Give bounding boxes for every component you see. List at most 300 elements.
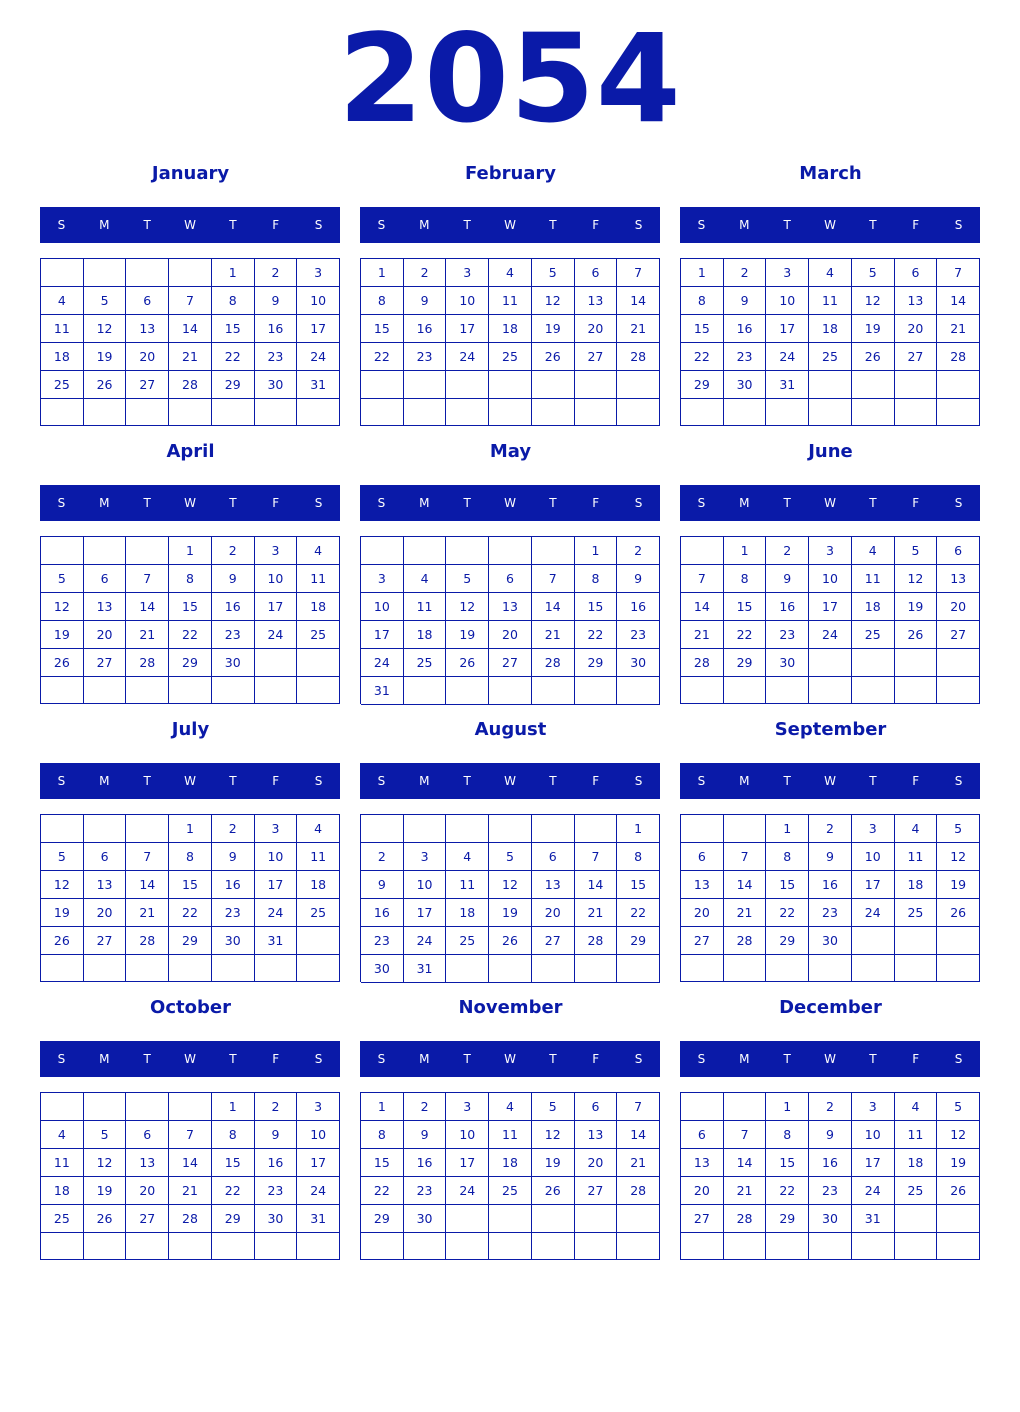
day-cell: 28 — [937, 343, 980, 371]
weekday-label: W — [184, 774, 196, 788]
day-cell: 7 — [617, 1093, 660, 1121]
day-cell: 14 — [126, 593, 169, 621]
day-cell: 6 — [575, 259, 618, 287]
empty-day-cell — [532, 1233, 575, 1260]
day-cell: 12 — [937, 1121, 980, 1149]
day-cell: 23 — [404, 343, 447, 371]
empty-day-cell — [937, 399, 980, 426]
empty-day-cell — [724, 677, 767, 704]
empty-day-cell — [84, 955, 127, 982]
weekday-label: S — [377, 774, 386, 788]
day-cell: 24 — [297, 343, 340, 371]
day-cell: 9 — [255, 1121, 298, 1149]
day-cell: 30 — [255, 371, 298, 399]
day-cell: 26 — [41, 927, 84, 955]
day-cell: 30 — [809, 927, 852, 955]
day-cell: 28 — [617, 343, 660, 371]
day-cell: 24 — [255, 621, 298, 649]
weekday-label: M — [419, 218, 430, 232]
weekday-label: M — [419, 496, 430, 510]
empty-day-cell — [852, 371, 895, 399]
weekday-label: T — [143, 774, 151, 788]
day-cell: 16 — [766, 593, 809, 621]
day-cell: 2 — [361, 843, 404, 871]
day-cell: 19 — [489, 899, 532, 927]
empty-day-cell — [852, 677, 895, 704]
day-cell: 6 — [532, 843, 575, 871]
day-cell: 18 — [446, 899, 489, 927]
day-cell: 5 — [41, 565, 84, 593]
day-cell: 22 — [212, 1177, 255, 1205]
empty-day-cell — [852, 955, 895, 982]
month-name: July — [171, 719, 210, 740]
day-cell: 22 — [361, 1177, 404, 1205]
day-cell: 17 — [446, 1149, 489, 1177]
day-cell: 3 — [852, 1093, 895, 1121]
weekday-label: T — [549, 496, 557, 510]
empty-day-cell — [212, 955, 255, 982]
day-cell: 29 — [575, 649, 618, 677]
day-cell: 5 — [895, 537, 938, 565]
day-cell: 31 — [297, 1205, 340, 1233]
day-cell: 24 — [404, 927, 447, 955]
day-cell: 7 — [937, 259, 980, 287]
day-cell: 4 — [404, 565, 447, 593]
day-cell: 14 — [937, 287, 980, 315]
day-cell: 4 — [489, 259, 532, 287]
day-cell: 9 — [766, 565, 809, 593]
day-cell: 8 — [575, 565, 618, 593]
day-cell: 7 — [126, 843, 169, 871]
weekday-label: S — [697, 496, 706, 510]
day-cell: 13 — [84, 593, 127, 621]
weekday-label: S — [954, 218, 963, 232]
empty-day-cell — [937, 927, 980, 955]
day-cell: 19 — [895, 593, 938, 621]
day-cell: 21 — [724, 1177, 767, 1205]
day-cell: 17 — [852, 1149, 895, 1177]
day-cell: 24 — [297, 1177, 340, 1205]
day-cell: 10 — [766, 287, 809, 315]
weekday-label: T — [869, 1052, 877, 1066]
empty-day-cell — [766, 1233, 809, 1260]
day-cell: 20 — [575, 1149, 618, 1177]
day-cell: 13 — [681, 1149, 724, 1177]
day-cell: 16 — [404, 315, 447, 343]
day-cell: 14 — [532, 593, 575, 621]
day-cell: 9 — [212, 565, 255, 593]
empty-day-cell — [617, 1233, 660, 1260]
empty-day-cell — [297, 677, 340, 704]
empty-day-cell — [681, 537, 724, 565]
empty-day-cell — [895, 677, 938, 704]
day-cell: 25 — [895, 1177, 938, 1205]
day-cell: 26 — [84, 1205, 127, 1233]
empty-day-cell — [84, 259, 127, 287]
day-cell: 2 — [809, 815, 852, 843]
empty-day-cell — [895, 1233, 938, 1260]
empty-day-cell — [41, 1093, 84, 1121]
empty-day-cell — [575, 399, 618, 427]
day-cell: 25 — [852, 621, 895, 649]
empty-day-cell — [489, 371, 532, 399]
empty-day-cell — [297, 399, 340, 426]
day-cell: 26 — [446, 649, 489, 677]
day-cell: 24 — [809, 621, 852, 649]
day-cell: 30 — [724, 371, 767, 399]
weekday-label: S — [57, 1052, 66, 1066]
weekday-label: W — [824, 218, 836, 232]
day-cell: 2 — [404, 259, 447, 287]
day-cell: 19 — [446, 621, 489, 649]
day-cell: 5 — [937, 1093, 980, 1121]
day-cell: 13 — [681, 871, 724, 899]
day-cell: 15 — [212, 315, 255, 343]
day-cell: 24 — [255, 899, 298, 927]
empty-day-cell — [766, 955, 809, 982]
day-cell: 19 — [937, 871, 980, 899]
empty-day-cell — [84, 815, 127, 843]
empty-day-cell — [489, 537, 532, 565]
day-cell: 20 — [681, 1177, 724, 1205]
day-cell: 26 — [937, 899, 980, 927]
day-cell: 3 — [361, 565, 404, 593]
weekday-header — [40, 1041, 340, 1077]
weekday-label: F — [592, 218, 600, 232]
year-title: 2054 — [338, 8, 682, 150]
day-cell: 26 — [532, 1177, 575, 1205]
weekday-label: S — [377, 496, 386, 510]
weekday-header — [360, 763, 660, 799]
day-cell: 14 — [681, 593, 724, 621]
day-cell: 2 — [404, 1093, 447, 1121]
weekday-label: W — [504, 496, 516, 510]
day-cell: 18 — [852, 593, 895, 621]
day-cell: 4 — [852, 537, 895, 565]
day-cell: 10 — [809, 565, 852, 593]
empty-day-cell — [617, 399, 660, 427]
weekday-label: M — [99, 774, 110, 788]
day-cell: 21 — [617, 1149, 660, 1177]
empty-day-cell — [937, 1205, 980, 1233]
weekday-label: F — [272, 496, 280, 510]
day-cell: 26 — [84, 371, 127, 399]
empty-day-cell — [809, 649, 852, 677]
empty-day-cell — [937, 677, 980, 704]
day-cell: 1 — [766, 1093, 809, 1121]
weekday-label: M — [419, 774, 430, 788]
day-cell: 11 — [895, 843, 938, 871]
weekday-label: S — [314, 218, 323, 232]
day-cell: 7 — [681, 565, 724, 593]
day-grid — [40, 1092, 340, 1260]
day-cell: 20 — [681, 899, 724, 927]
empty-day-cell — [169, 955, 212, 982]
day-cell: 25 — [297, 621, 340, 649]
day-cell: 9 — [809, 843, 852, 871]
weekday-label: T — [143, 218, 151, 232]
day-cell: 14 — [169, 1149, 212, 1177]
day-cell: 14 — [617, 287, 660, 315]
empty-day-cell — [297, 1233, 340, 1260]
day-cell: 17 — [297, 315, 340, 343]
empty-day-cell — [212, 1233, 255, 1260]
day-cell: 12 — [446, 593, 489, 621]
day-cell: 8 — [361, 1121, 404, 1149]
day-cell: 27 — [532, 927, 575, 955]
day-cell: 9 — [361, 871, 404, 899]
day-cell: 23 — [255, 343, 298, 371]
day-cell: 27 — [84, 649, 127, 677]
day-cell: 2 — [212, 815, 255, 843]
day-cell: 10 — [404, 871, 447, 899]
day-cell: 18 — [489, 1149, 532, 1177]
day-cell: 20 — [489, 621, 532, 649]
day-cell: 27 — [575, 1177, 618, 1205]
weekday-label: M — [739, 774, 750, 788]
day-cell: 30 — [404, 1205, 447, 1233]
day-cell: 1 — [575, 537, 618, 565]
day-cell: 21 — [724, 899, 767, 927]
day-cell: 8 — [766, 1121, 809, 1149]
day-cell: 20 — [895, 315, 938, 343]
day-cell: 18 — [895, 1149, 938, 1177]
day-cell: 1 — [681, 259, 724, 287]
day-cell: 12 — [937, 843, 980, 871]
empty-day-cell — [937, 371, 980, 399]
empty-day-cell — [446, 815, 489, 843]
weekday-label: W — [824, 774, 836, 788]
empty-day-cell — [126, 537, 169, 565]
day-cell: 21 — [169, 343, 212, 371]
day-cell: 18 — [404, 621, 447, 649]
weekday-label: T — [783, 218, 791, 232]
empty-day-cell — [297, 955, 340, 982]
day-cell: 3 — [766, 259, 809, 287]
empty-day-cell — [532, 815, 575, 843]
weekday-label: T — [869, 496, 877, 510]
weekday-label: S — [57, 496, 66, 510]
day-cell: 21 — [681, 621, 724, 649]
day-grid — [680, 814, 980, 982]
empty-day-cell — [575, 1233, 618, 1260]
empty-day-cell — [169, 1233, 212, 1260]
day-cell: 12 — [489, 871, 532, 899]
day-cell: 9 — [212, 843, 255, 871]
empty-day-cell — [446, 399, 489, 427]
day-cell: 18 — [41, 343, 84, 371]
day-cell: 28 — [724, 927, 767, 955]
empty-day-cell — [937, 1233, 980, 1260]
day-cell: 8 — [724, 565, 767, 593]
day-cell: 21 — [126, 899, 169, 927]
day-cell: 9 — [724, 287, 767, 315]
day-grid — [360, 1092, 660, 1260]
empty-day-cell — [681, 815, 724, 843]
day-cell: 13 — [532, 871, 575, 899]
day-cell: 15 — [681, 315, 724, 343]
day-cell: 7 — [169, 1121, 212, 1149]
weekday-header — [680, 207, 980, 243]
empty-day-cell — [404, 815, 447, 843]
month-name: June — [808, 441, 853, 462]
day-cell: 4 — [297, 815, 340, 843]
day-cell: 28 — [681, 649, 724, 677]
empty-day-cell — [297, 649, 340, 677]
day-cell: 4 — [41, 287, 84, 315]
day-grid — [40, 814, 340, 982]
empty-day-cell — [852, 649, 895, 677]
weekday-label: T — [229, 774, 237, 788]
day-cell: 16 — [361, 899, 404, 927]
day-cell: 27 — [937, 621, 980, 649]
weekday-label: T — [549, 1052, 557, 1066]
day-cell: 5 — [84, 287, 127, 315]
day-cell: 22 — [212, 343, 255, 371]
day-cell: 9 — [617, 565, 660, 593]
day-cell: 7 — [126, 565, 169, 593]
day-cell: 29 — [169, 649, 212, 677]
day-cell: 4 — [446, 843, 489, 871]
day-cell: 25 — [297, 899, 340, 927]
day-cell: 1 — [169, 537, 212, 565]
empty-day-cell — [446, 677, 489, 705]
day-cell: 24 — [766, 343, 809, 371]
day-cell: 17 — [852, 871, 895, 899]
day-cell: 19 — [532, 1149, 575, 1177]
weekday-header — [40, 207, 340, 243]
empty-day-cell — [575, 677, 618, 705]
day-cell: 23 — [724, 343, 767, 371]
day-cell: 10 — [297, 287, 340, 315]
day-cell: 28 — [532, 649, 575, 677]
empty-day-cell — [297, 927, 340, 955]
empty-day-cell — [84, 1093, 127, 1121]
empty-day-cell — [809, 677, 852, 704]
day-cell: 20 — [575, 315, 618, 343]
day-cell: 31 — [255, 927, 298, 955]
day-cell: 19 — [84, 1177, 127, 1205]
month-name: December — [779, 997, 882, 1018]
day-cell: 12 — [84, 1149, 127, 1177]
day-cell: 8 — [212, 1121, 255, 1149]
empty-day-cell — [446, 955, 489, 983]
empty-day-cell — [575, 371, 618, 399]
day-cell: 13 — [126, 1149, 169, 1177]
day-cell: 23 — [404, 1177, 447, 1205]
weekday-label: T — [549, 218, 557, 232]
day-cell: 5 — [532, 259, 575, 287]
day-cell: 25 — [446, 927, 489, 955]
day-cell: 19 — [41, 621, 84, 649]
day-cell: 13 — [575, 1121, 618, 1149]
day-cell: 5 — [41, 843, 84, 871]
day-cell: 11 — [41, 1149, 84, 1177]
day-cell: 5 — [446, 565, 489, 593]
day-cell: 3 — [297, 1093, 340, 1121]
day-cell: 14 — [126, 871, 169, 899]
day-cell: 30 — [617, 649, 660, 677]
day-cell: 17 — [361, 621, 404, 649]
weekday-label: S — [377, 218, 386, 232]
day-cell: 1 — [766, 815, 809, 843]
month-name: January — [151, 163, 230, 184]
day-cell: 14 — [575, 871, 618, 899]
empty-day-cell — [724, 1233, 767, 1260]
day-grid — [680, 536, 980, 704]
empty-day-cell — [404, 537, 447, 565]
day-cell: 7 — [532, 565, 575, 593]
day-cell: 9 — [404, 287, 447, 315]
day-cell: 13 — [575, 287, 618, 315]
empty-day-cell — [895, 927, 938, 955]
day-cell: 19 — [84, 343, 127, 371]
empty-day-cell — [446, 371, 489, 399]
day-cell: 1 — [617, 815, 660, 843]
day-cell: 15 — [169, 871, 212, 899]
day-cell: 22 — [575, 621, 618, 649]
weekday-label: T — [549, 774, 557, 788]
day-cell: 11 — [852, 565, 895, 593]
empty-day-cell — [895, 955, 938, 982]
day-cell: 30 — [212, 649, 255, 677]
weekday-label: T — [783, 496, 791, 510]
day-cell: 10 — [361, 593, 404, 621]
day-cell: 4 — [895, 815, 938, 843]
empty-day-cell — [126, 1233, 169, 1260]
day-cell: 24 — [361, 649, 404, 677]
day-cell: 16 — [404, 1149, 447, 1177]
empty-day-cell — [41, 815, 84, 843]
day-cell: 8 — [617, 843, 660, 871]
day-cell: 26 — [852, 343, 895, 371]
day-cell: 5 — [852, 259, 895, 287]
day-cell: 20 — [84, 899, 127, 927]
weekday-label: S — [314, 774, 323, 788]
day-cell: 6 — [681, 1121, 724, 1149]
day-cell: 16 — [809, 1149, 852, 1177]
day-cell: 15 — [361, 1149, 404, 1177]
day-cell: 6 — [126, 287, 169, 315]
weekday-header — [680, 763, 980, 799]
day-cell: 29 — [724, 649, 767, 677]
day-cell: 23 — [212, 621, 255, 649]
day-cell: 19 — [41, 899, 84, 927]
weekday-label: S — [634, 1052, 643, 1066]
day-cell: 28 — [724, 1205, 767, 1233]
day-cell: 4 — [895, 1093, 938, 1121]
empty-day-cell — [681, 677, 724, 704]
empty-day-cell — [41, 955, 84, 982]
day-cell: 10 — [297, 1121, 340, 1149]
day-cell: 28 — [617, 1177, 660, 1205]
empty-day-cell — [532, 955, 575, 983]
day-cell: 25 — [489, 343, 532, 371]
day-cell: 18 — [297, 593, 340, 621]
weekday-label: S — [697, 218, 706, 232]
weekday-label: M — [99, 218, 110, 232]
empty-day-cell — [489, 1233, 532, 1260]
weekday-label: F — [272, 774, 280, 788]
day-cell: 8 — [169, 565, 212, 593]
empty-day-cell — [446, 1205, 489, 1233]
day-cell: 11 — [446, 871, 489, 899]
weekday-label: T — [869, 218, 877, 232]
day-cell: 12 — [532, 1121, 575, 1149]
weekday-label: W — [504, 774, 516, 788]
empty-day-cell — [852, 399, 895, 426]
day-cell: 21 — [937, 315, 980, 343]
